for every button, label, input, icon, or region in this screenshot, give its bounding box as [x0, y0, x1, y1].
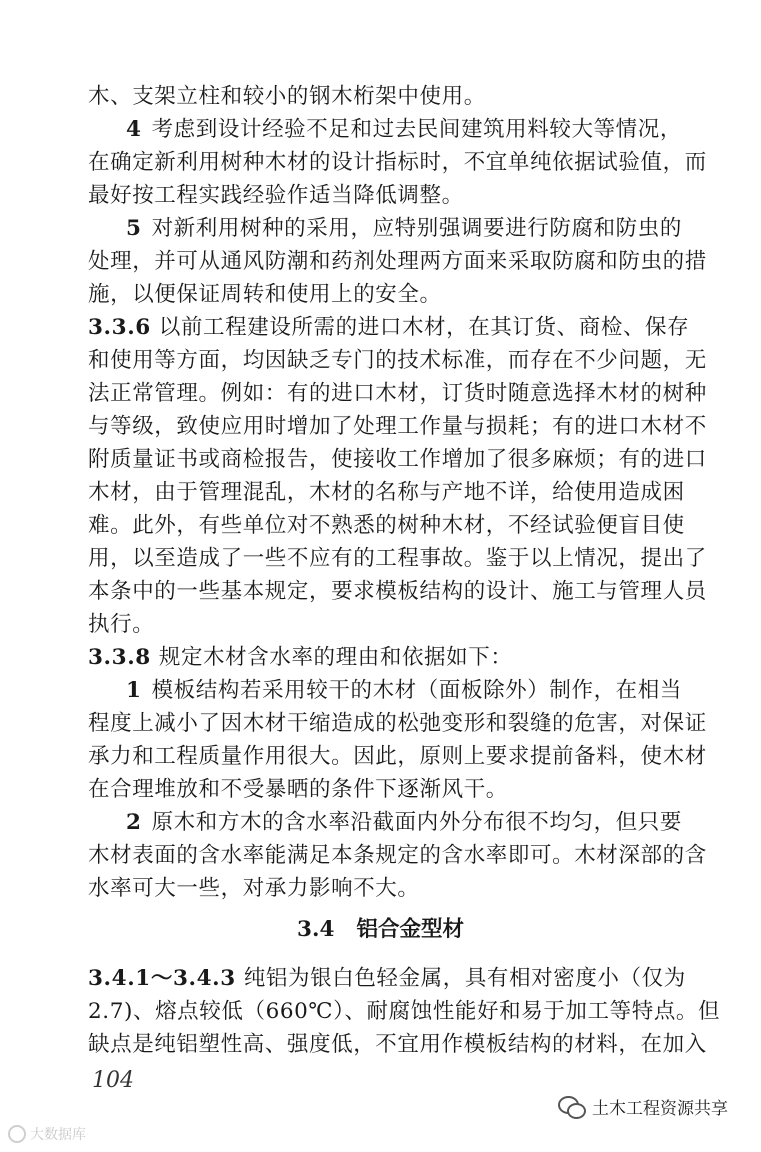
text-line: 和使用等方面，均因缺乏专门的技术标准，而存在不少问题，无 [88, 348, 707, 373]
text-line: 用，以至造成了一些不应有的工程事故。鉴于以上情况，提出了 [88, 546, 707, 571]
text-line: 缺点是纯铝塑性高、强度低，不宜用作模板结构的材料，在加入 [88, 1032, 707, 1057]
item-number: 2 [126, 810, 142, 835]
watermark-right-text: 土木工程资源共享 [592, 1099, 728, 1119]
wechat-icon [558, 1096, 584, 1118]
text-line: 木材，由于管理混乱，木材的名称与产地不详，给使用造成困 [88, 480, 685, 505]
text-line: 程度上减小了因木材干缩造成的松弛变形和裂缝的危害，对保证 [88, 711, 707, 736]
text-line: 难。此外，有些单位对不熟悉的树种木材，不经试验便盲目使 [88, 513, 685, 538]
text-line: 附质量证书或商检报告，使接收工作增加了很多麻烦；有的进口 [88, 447, 707, 472]
text-line: 在确定新利用树种木材的设计指标时，不宜单纯依据试验值，而 [88, 150, 707, 175]
item-number: 4 [126, 117, 142, 142]
text-line: 水率可大一些，对承力影响不大。 [88, 876, 420, 901]
text-line: 木、支架立柱和较小的钢木桁架中使用。 [88, 84, 486, 109]
item-number: 1 [126, 678, 142, 703]
text-line: 在合理堆放和不受暴晒的条件下逐渐风干。 [88, 777, 508, 802]
text-line: 最好按工程实践经验作适当降低调整。 [88, 183, 464, 208]
watermark-left-text: 大数据库 [30, 1127, 86, 1143]
clause-3-3-8-line: 3.3.8 规定木材含水率的理由和依据如下： [88, 645, 513, 670]
text-line: 本条中的一些基本规定，要求模板结构的设计、施工与管理人员 [88, 579, 707, 604]
section-title: 铝合金型材 [356, 917, 464, 942]
clause-3-4-1-line: 3.4.1～3.4.3 纯铝为银白色轻金属，具有相对密度小（仅为 [88, 966, 686, 991]
text-line: 承力和工程质量作用很大。因此，原则上要求提前备料，使木材 [88, 744, 707, 769]
clause-3-3-6-line: 3.3.6 以前工程建设所需的进口木材，在其订货、商检、保存 [88, 315, 690, 340]
clause-number: 3.4.1～3.4.3 [88, 966, 236, 991]
text-line: 木材表面的含水率能满足本条规定的含水率即可。木材深部的含 [88, 843, 707, 868]
item-1-line: 1 模板结构若采用较干的木材（面板除外）制作，在相当 [126, 678, 682, 703]
watermark-right [558, 1094, 728, 1119]
item-number: 5 [126, 216, 142, 241]
item-2-line: 2 原木和方木的含水率沿截面内外分布很不均匀，但只要 [126, 810, 682, 835]
clause-number: 3.3.6 [88, 315, 151, 340]
text-line: 与等级，致使应用时增加了处理工作量与损耗；有的进口木材不 [88, 414, 707, 439]
clause-number: 3.3.8 [88, 645, 151, 670]
section-heading [0, 917, 761, 943]
text-line: 处理，并可从通风防潮和药剂处理两方面来采取防腐和防虫的措 [88, 249, 707, 274]
text-line: 法正常管理。例如：有的进口木材，订货时随意选择木材的树种 [88, 381, 707, 406]
text-line: 2.7)、熔点较低（660℃）、耐腐蚀性能好和易于加工等特点。但 [88, 999, 721, 1024]
item-4-line: 4 考虑到设计经验不足和过去民间建筑用料较大等情况， [126, 117, 682, 142]
watermark-logo-icon [8, 1125, 26, 1143]
item-5-line: 5 对新利用树种的采用，应特别强调要进行防腐和防虫的 [126, 216, 682, 241]
text-line: 施，以便保证周转和使用上的安全。 [88, 282, 442, 307]
page-number: 104 [92, 1068, 134, 1093]
watermark-left [8, 1124, 86, 1144]
section-number: 3.4 [297, 917, 335, 942]
text-line: 执行。 [88, 612, 155, 637]
